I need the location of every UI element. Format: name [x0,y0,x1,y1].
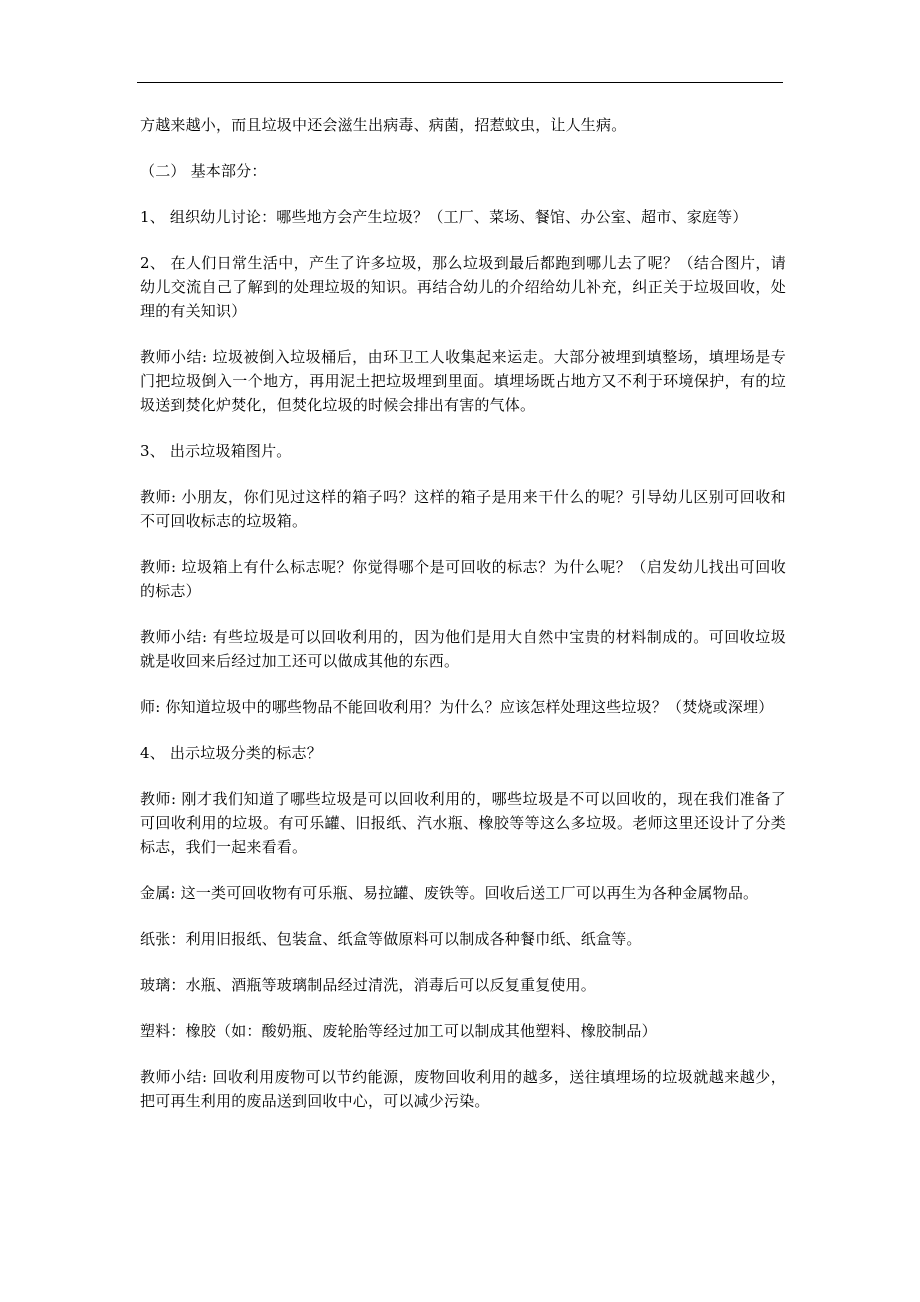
paragraph-metal: 金属: 这一类可回收物有可乐瓶、易拉罐、废铁等。回收后送工厂可以再生为各种金属物品。 [140,884,759,902]
paragraph-teacher-summary-1: 教师小结: 垃圾被倒入垃圾桶后，由环卫工人收集起来运走。大部分被埋到填整场，填埋场是专门把垃圾倒入一个地方，再用泥土把垃圾埋到里面。填埋场既占地方又不利于环境保护，有的垃圾送到焚化炉焚化，但焚化垃圾的时候会排出有害的气体。 [140,348,786,414]
paragraph-plastic: 塑料：橡胶（如：酸奶瓶、废轮胎等经过加工可以制成其他塑料、橡胶制品） [140,1022,657,1040]
paragraph-teacher-question-3: 师: 你知道垃圾中的哪些物品不能回收利用？为什么？应该怎样处理这些垃圾？（焚烧或深埋） [140,698,774,716]
paragraph-step-3: 3、 出示垃圾箱图片。 [140,442,292,460]
paragraph-step-2: 2、 在人们日常生活中，产生了许多垃圾，那么垃圾到最后都跑到哪儿去了呢？（结合图片，请幼儿交流自己了解到的处理垃圾的知识。再结合幼儿的介绍给幼儿补充，纠正关于垃圾回收，处理的有关知识） [140,254,786,320]
paragraph-glass: 玻璃：水瓶、酒瓶等玻璃制品经过清洗，消毒后可以反复重复使用。 [140,976,597,994]
document-body [140,113,786,1135]
paragraph-teacher-question-2: 教师: 垃圾箱上有什么标志呢？你觉得哪个是可回收的标志？为什么呢？（启发幼儿找出可回收的标志） [140,558,786,600]
paragraph-teacher-intro: 教师: 刚才我们知道了哪些垃圾是可以回收利用的，哪些垃圾是不可以回收的，现在我们准备了可回收利用的垃圾。有可乐罐、旧报纸、汽水瓶、橡胶等等这么多垃圾。老师这里还设计了分类标志，我们一起来看看。 [140,790,786,856]
paragraph-teacher-summary-3: 教师小结: 回收利用废物可以节约能源，废物回收利用的越多，送往填埋场的垃圾就越来越少，把可再生利用的废品送到回收中心，可以减少污染。 [140,1068,786,1110]
paragraph-step-4: 4、 出示垃圾分类的标志？ [140,744,322,762]
paragraph-continuation: 方越来越小，而且垃圾中还会滋生出病毒、病菌，招惹蚊虫，让人生病。 [140,116,627,134]
header-rule [137,82,783,83]
section-heading-basic: （二） 基本部分： [140,162,267,180]
paragraph-step-1: 1、 组织幼儿讨论：哪些地方会产生垃圾？（工厂、菜场、餐馆、办公室、超市、家庭等） [140,208,748,226]
paragraph-teacher-summary-2: 教师小结: 有些垃圾是可以回收利用的，因为他们是用大自然中宝贵的材料制成的。可回收垃圾就是收回来后经过加工还可以做成其他的东西。 [140,628,786,670]
paragraph-teacher-question-1: 教师: 小朋友，你们见过这样的箱子吗？这样的箱子是用来干什么的呢？引导幼儿区别可回收和不可回收标志的垃圾箱。 [140,488,786,530]
paragraph-paper: 纸张：利用旧报纸、包装盒、纸盒等做原料可以制成各种餐巾纸、纸盒等。 [140,930,642,948]
